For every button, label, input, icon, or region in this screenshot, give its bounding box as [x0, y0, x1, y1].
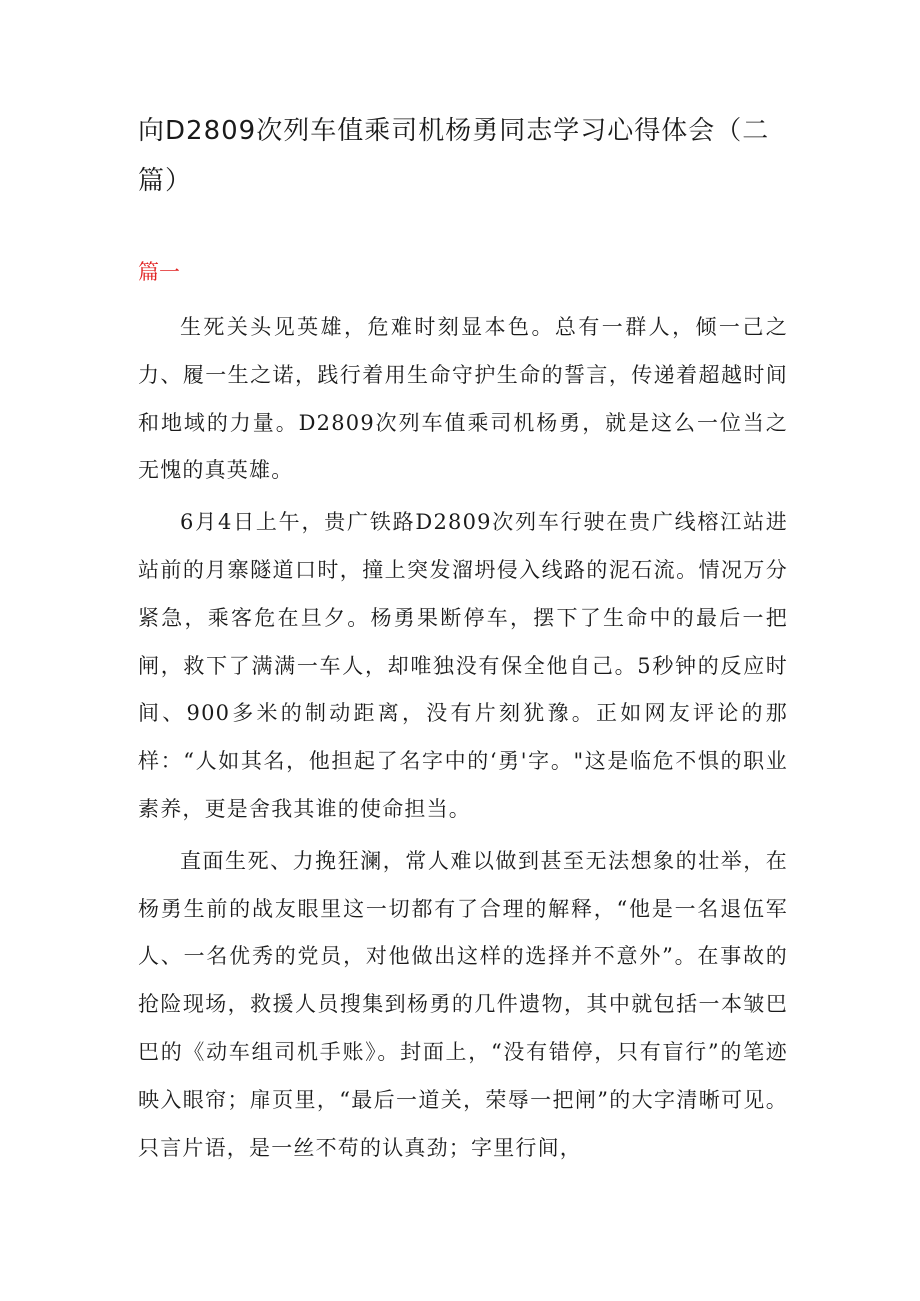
document-body	[138, 304, 788, 1176]
section-heading: 篇一	[138, 260, 180, 284]
paragraph: 生死关头见英雄，危难时刻显本色。总有一群人，倾一己之力、履一生之诺，践行着用生命守护生命的誓言，传递着超越时间和地域的力量。D2809次列车值乘司机杨勇，就是这么一位当之无愧的真英雄。	[138, 315, 788, 483]
document-title: 向D2809次列车值乘司机杨勇同志学习心得体会（二篇）	[138, 116, 770, 196]
paragraph: 6月4日上午，贵广铁路D2809次列车行驶在贵广线榕江站进站前的月寨隧道口时，撞上突发溜坍侵入线路的泥石流。情况万分紧急，乘客危在旦夕。杨勇果断停车，摆下了生命中的最后一把闸，救下了满满一车人，却唯独没有保全他自己。5秒钟的反应时间、900多米的制动距离，没有片刻犹豫。正如网友评论的那样：“人如其名，他担起了名字中的‘勇'字。"这是临危不惧的职业素养，更是舍我其谁的使命担当。	[138, 510, 788, 821]
paragraph: 直面生死、力挽狂澜，常人难以做到甚至无法想象的壮举，在杨勇生前的战友眼里这一切都有了合理的解释，“他是一名退伍军人、一名优秀的党员，对他做出这样的选择并不意外”。在事故的抢险现场，救援人员搜集到杨勇的几件遗物，其中就包括一本皱巴巴的《动车组司机手账》。封面上，“没有错停，只有盲行”的笔迹映入眼帘；扉页里，“最后一道关，荣辱一把闸”的大字清晰可见。只言片语，是一丝不苟的认真劲；字里行间，	[138, 848, 788, 1160]
